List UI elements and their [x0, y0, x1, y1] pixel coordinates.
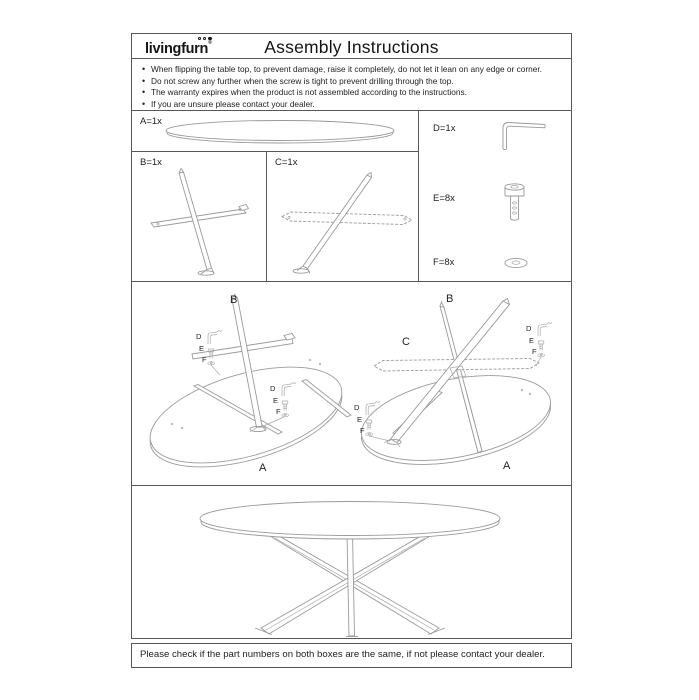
warning-text: When flipping the table top, to prevent damage, raise it completely, do not let it lean on any edge or corner.	[151, 64, 542, 74]
cross-part-drawing	[267, 152, 418, 281]
leg-part-drawing	[132, 152, 266, 281]
finished-product-box	[131, 485, 572, 639]
assembly-step-1	[140, 294, 353, 485]
allen-key-icon	[503, 123, 545, 150]
label-leg-b: B	[230, 294, 238, 306]
label-leg-b: B	[446, 293, 454, 305]
warning-text: The warranty expires when the product is not assembled according to the instructions.	[151, 87, 467, 98]
part-a-label: A=1x	[140, 116, 162, 127]
footer-note-box	[131, 643, 572, 668]
assembly-steps-box	[131, 281, 572, 486]
callout-letter-f: F	[360, 426, 365, 435]
part-c-label: C=1x	[275, 157, 298, 168]
warning-item	[142, 99, 565, 111]
header-bar	[131, 33, 572, 60]
warning-item	[142, 76, 565, 88]
callout-letter-e: E	[529, 336, 535, 345]
footer-note-text: Please check if the part numbers on both boxes are the same, if not please contact your dealer.	[140, 649, 545, 660]
brand-logo-text: livingfurn	[145, 41, 209, 57]
warning-text: Do not screw any further when the screw is tight to prevent drilling through the top.	[151, 75, 454, 86]
callout-letter-e: E	[199, 344, 205, 353]
assembly-step-2	[354, 293, 558, 479]
label-top-a: A	[259, 462, 267, 474]
warning-item	[142, 64, 565, 76]
callout-letter-e: E	[357, 415, 363, 424]
callout-letter-e: E	[273, 396, 279, 405]
part-d-label: D=1x	[433, 123, 456, 134]
callout-letter-d: D	[196, 332, 202, 341]
part-b-label: B=1x	[140, 157, 162, 168]
part-f-label: F=8x	[433, 257, 455, 268]
bullet-icon: •	[142, 64, 146, 74]
hardware-drawings	[419, 111, 571, 281]
callout-letter-d: D	[526, 324, 532, 333]
part-box-def	[418, 110, 572, 282]
part-e-label: E=8x	[433, 193, 455, 204]
bullet-icon: •	[142, 98, 146, 109]
registered-mark: ®	[208, 40, 212, 46]
warning-item	[142, 87, 565, 99]
callout-letter-f: F	[202, 355, 207, 364]
table-legs	[255, 534, 445, 637]
table-top	[200, 502, 500, 540]
assembled-table-drawing	[132, 486, 571, 638]
part-box-b	[131, 151, 267, 282]
callout-letter-d: D	[270, 384, 276, 393]
label-top-a: A	[503, 460, 511, 472]
warning-box	[131, 58, 572, 112]
assembly-diagrams	[132, 282, 571, 485]
callout-letter-f: F	[276, 407, 281, 416]
washer-icon	[505, 258, 527, 267]
page-title: Assembly Instructions	[264, 37, 439, 57]
label-cross-c: C	[402, 336, 410, 348]
warning-text: If you are unsure please contact your dealer.	[151, 98, 315, 109]
callout-letter-f: F	[532, 347, 537, 356]
bolt-icon	[505, 184, 524, 220]
callout-letter-d: D	[354, 403, 360, 412]
part-box-c	[266, 151, 419, 282]
bullet-icon: •	[142, 87, 146, 98]
tabletop-part-drawing	[132, 111, 418, 151]
bullet-icon: •	[142, 75, 146, 86]
warning-list	[132, 59, 571, 110]
part-box-a	[131, 110, 419, 152]
